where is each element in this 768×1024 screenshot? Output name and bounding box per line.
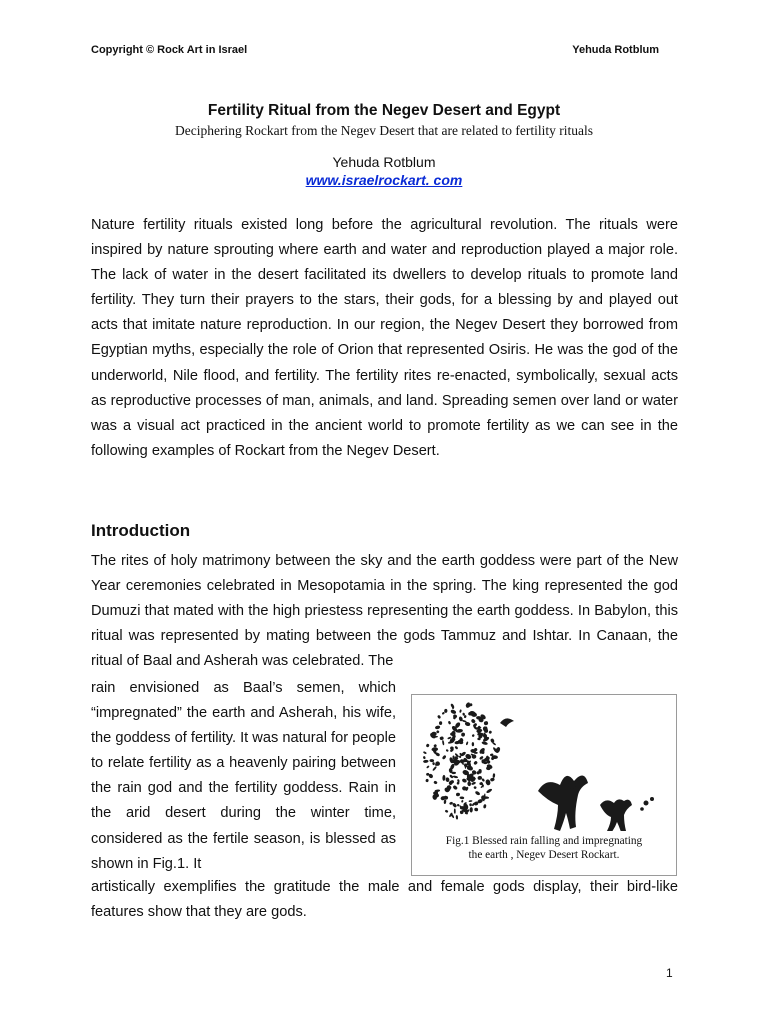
figure-caption xyxy=(412,834,676,862)
page-number: 1 xyxy=(666,966,673,980)
rain-dot xyxy=(459,709,462,713)
rain-dot xyxy=(481,778,485,782)
website-link[interactable]: www.israelrockart. com xyxy=(305,172,463,188)
rain-dot xyxy=(450,709,457,715)
rain-dot xyxy=(490,777,495,782)
rain-dot xyxy=(426,743,430,747)
rain-dot xyxy=(460,796,465,799)
rain-dot xyxy=(452,785,458,791)
rain-dot xyxy=(475,790,481,796)
figure-1 xyxy=(411,694,677,876)
rain-dot xyxy=(448,721,452,725)
rain-dot xyxy=(474,808,478,812)
figure-caption-line2: the earth , Negev Desert Rockart. xyxy=(468,849,620,861)
rain-dot xyxy=(485,779,491,786)
rain-dot xyxy=(433,744,437,748)
rain-dot xyxy=(423,751,427,754)
rain-dot xyxy=(444,709,447,713)
rain-dot xyxy=(473,786,476,789)
document-title: Fertility Ritual from the Negev Desert and Egypt xyxy=(207,102,561,119)
rain-dot xyxy=(425,779,428,783)
rain-dot xyxy=(439,721,442,725)
rain-dot xyxy=(454,808,456,813)
rain-dot xyxy=(477,776,482,780)
rain-dot xyxy=(473,760,478,765)
rain-dot xyxy=(492,773,495,778)
rain-dot xyxy=(442,755,447,760)
header-author: Yehuda Rotblum xyxy=(572,44,659,56)
rain-dot xyxy=(437,715,441,720)
author-name: Yehuda Rotblum xyxy=(332,154,436,170)
rain-dot xyxy=(461,800,464,803)
introduction-line-a: artistically exemplifies the gratitude the male and female gods display, their bird-like xyxy=(91,879,678,895)
introduction-line-b: features show that they are gods. xyxy=(91,904,307,921)
introduction-paragraph-part1: The rites of holy matrimony between the sky and the earth goddess were part of the New Year ceremonies celebrated in Mesopotamia in the spring. The king represented the god Dumuzi that mated with the high priestess representing the earth goddess. In Babylon, this ritual was represented by mating between the gods Tammuz and Ishtar. In Canaan, the ritual of Baal and Asherah was celebrated. The xyxy=(91,553,678,670)
introduction-paragraph-part2: rain envisioned as Baal’s semen, which “impregnated” the earth and Asherah, his wife, the goddess of fertility. It was natural for people to relate fertility as a heavenly pairing between the rain god and the fertility goddess. Rain in the arid desert during the winter time, considered as the fertile season, is blessed as shown in Fig.1. It xyxy=(91,680,396,872)
section-heading-introduction: Introduction xyxy=(91,521,191,540)
rain-dot xyxy=(445,777,450,782)
rockart-image xyxy=(420,699,668,831)
rain-dot xyxy=(446,749,449,752)
rain-dot xyxy=(426,765,430,768)
rain-dot xyxy=(472,734,475,737)
rain-dot xyxy=(435,725,441,730)
rain-dot xyxy=(456,781,460,785)
rain-dot xyxy=(442,740,445,745)
introduction-paragraph-part3 xyxy=(91,875,678,925)
rain-dot xyxy=(471,781,476,785)
header-copyright: Copyright © Rock Art in Israel xyxy=(91,44,248,56)
rain-dot xyxy=(467,781,471,786)
rain-dot xyxy=(470,807,473,813)
rain-dot xyxy=(454,746,458,750)
rain-dot xyxy=(486,788,493,794)
rain-dot xyxy=(457,804,460,807)
rain-dot xyxy=(449,801,453,805)
rain-dot xyxy=(490,738,495,743)
rain-dot xyxy=(439,736,444,740)
rain-dot xyxy=(483,804,487,809)
rain-dot xyxy=(431,747,438,752)
page-header xyxy=(91,44,659,60)
intro-paragraph: Nature fertility rituals existed long before the agricultural revolution. The rituals were inspired by nature sprouting where earth and water and reproduction played a major role. The lack of water in the desert facilitated its dwellers to develop rituals to promote land fertility. They turn their prayers to the stars, their gods, for a blessing by and played out acts that imitate nature reproduction. In our region, the Negev Desert they borrowed from Egyptian myths, especially the role of Orion that represented Osiris. He was the god of the underworld, Nile flood, and fertility. The fertility rites re-enacted, symbolically, sexual acts as reproductive processes of man, animals, and land. Spreading semen over land or water was a visual act practiced in the ancient world to promote fertility as we can see in the following examples of Rockart from the Negev Desert. xyxy=(91,217,678,459)
rain-dot xyxy=(432,762,435,765)
rain-dot xyxy=(444,799,447,804)
rain-dot xyxy=(469,800,473,802)
rain-dot xyxy=(474,752,478,754)
rain-dot xyxy=(466,741,469,745)
rain-dot xyxy=(488,730,492,734)
rain-dot xyxy=(433,780,438,784)
rain-dot xyxy=(472,742,474,746)
rain-dot xyxy=(456,793,460,797)
rain-dot xyxy=(456,815,459,820)
rain-dot xyxy=(484,721,489,726)
rain-dot xyxy=(481,741,488,746)
rain-dot xyxy=(432,766,437,771)
rain-dot xyxy=(461,732,465,737)
rain-dot xyxy=(429,759,434,762)
rain-dot xyxy=(435,760,441,766)
rain-dot xyxy=(445,810,449,814)
rain-dot xyxy=(453,775,459,778)
document-subtitle: Deciphering Rockart from the Negev Desert that are related to fertility rituals xyxy=(175,123,593,138)
rain-dot xyxy=(423,760,429,764)
rain-dot xyxy=(423,756,426,759)
rain-dot xyxy=(471,718,477,724)
figure-caption-line1: Fig.1 Blessed rain falling and impregnating xyxy=(445,835,643,847)
rain-dot xyxy=(469,803,472,807)
rain-dot xyxy=(442,775,445,781)
